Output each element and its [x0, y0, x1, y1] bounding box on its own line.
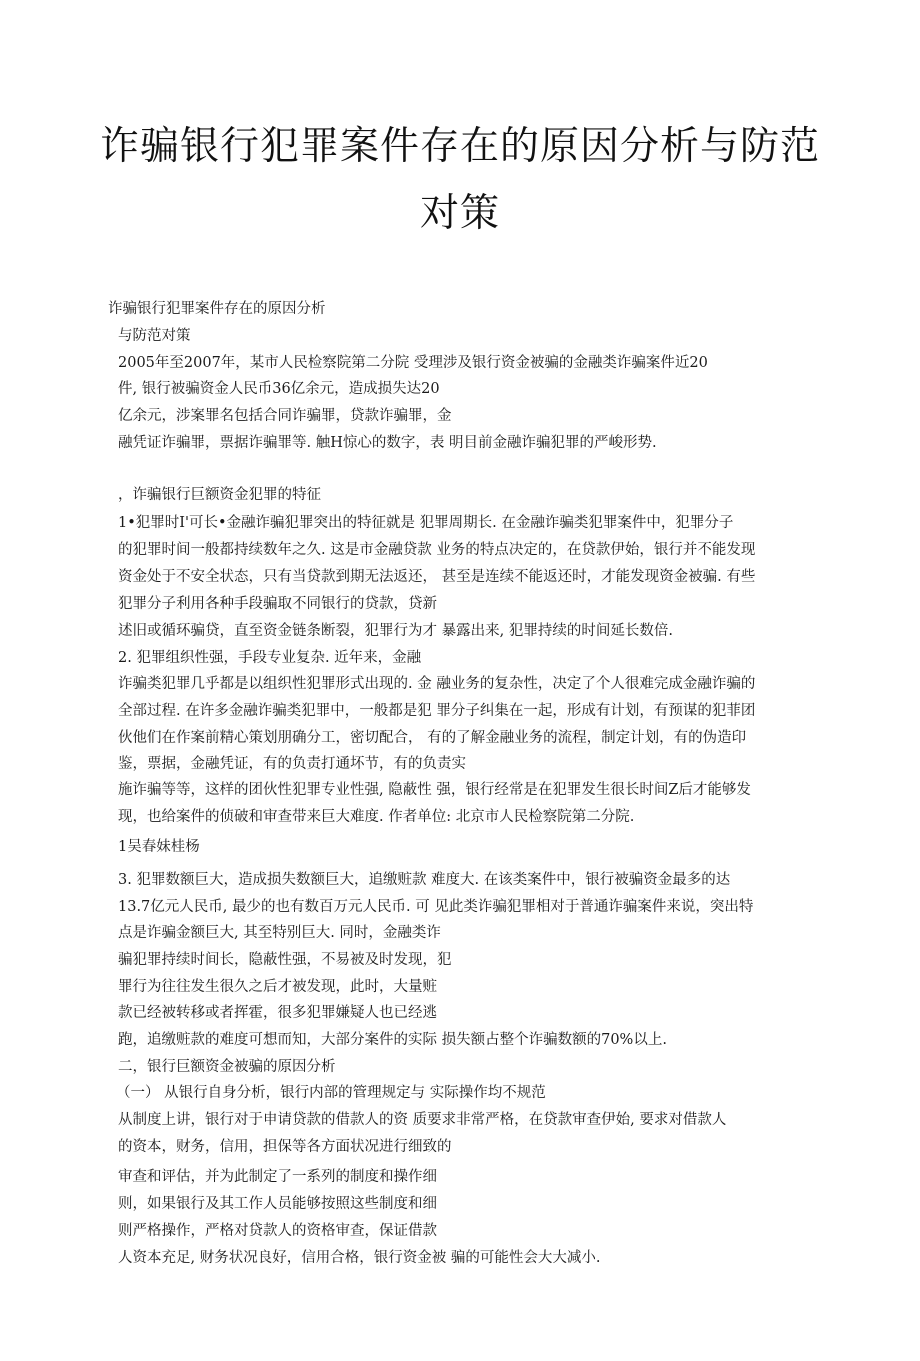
text-line: 述旧或循环骗贷，直至资金链条断裂，犯罪行为才 暴露出来, 犯罪持续的时间延长数倍. — [118, 623, 673, 639]
document-title-line-2: 对策 — [419, 191, 500, 236]
text-line: 1吴春妹桂杨 — [118, 839, 200, 855]
text-line: 现，也给案件的侦破和审查带来巨大难度. 作者单位: 北京市人民检察院第二分院. — [118, 809, 635, 825]
text-line: 的资本，财务，信用，担保等各方面状况进行细致的 — [118, 1139, 452, 1155]
text-line: 点是诈骗金额巨大, 其至特别巨大. 同时，金融类诈 — [118, 925, 441, 941]
text-line: 跑，追缴赃款的难度可想而知，大部分案件的实际 损失额占整个诈骗数额的70%以上. — [118, 1032, 667, 1048]
text-line: （一） 从银行自身分析，银行内部的管理规定与 实际操作均不规范 — [116, 1085, 546, 1101]
text-line: 人资本充足, 财务状况良好，信用合格，银行资金被 骗的可能性会大大减小. — [118, 1250, 601, 1266]
text-line: 的犯罪时间一般都持续数年之久. 这是市金融贷款 业务的特点决定的，在贷款伊始，银行并不能发现 — [118, 542, 756, 558]
text-line: 与防范对策 — [118, 328, 191, 344]
text-line: 罪行为往往发生很久之后才被发现，此时，大量赃 — [118, 979, 437, 995]
text-line: 融凭证诈骗罪，票据诈骗罪等. 触H惊心的数字，表 明目前金融诈骗犯罪的严峻形势. — [118, 435, 657, 451]
text-line: 审查和评估，并为此制定了一系列的制度和操作细 — [118, 1169, 437, 1185]
text-line: 犯罪分子利用各种手段骗取不同银行的贷款，贷新 — [118, 596, 437, 612]
text-line: 件, 银行被骗资金人民币36亿余元，造成损失达20 — [118, 381, 440, 397]
text-line: 则严格操作，严格对贷款人的资格审查，保证借款 — [118, 1223, 437, 1239]
text-line: 2005年至2007年，某市人民检察院第二分院 受理涉及银行资金被骗的金融类诈骗案件近20 — [118, 355, 708, 371]
text-line: 资金处于不安全状态，只有当贷款到期无法返还， 甚至是连续不能返还时，才能发现资金被骗. 有些 — [118, 569, 756, 585]
text-line: 1•犯罪时I'可长•金融诈骗犯罪突出的特征就是 犯罪周期长. 在金融诈骗类犯罪案件中，犯罪分子 — [118, 515, 734, 531]
text-line: 骗犯罪持续时间长，隐蔽性强，不易被及时发现，犯 — [118, 952, 452, 968]
text-line: 诈骗类犯罪几乎都是以组织性犯罪形式出现的. 金 融业务的复杂性，决定了个人很难完成金融诈骗的 — [118, 676, 756, 692]
text-line: 伙他们在作案前精心策划朋确分工，密切配合， 有的了解金融业务的流程，制定计划，有的伪造印 — [118, 730, 747, 746]
document-title-line-1: 诈骗银行犯罪案件存在的原因分析与防范 — [99, 124, 820, 169]
text-line: 2. 犯罪组织性强，手段专业复杂. 近年来，金融 — [118, 650, 422, 666]
text-line: 二，银行巨额资金被骗的原因分析 — [118, 1059, 336, 1075]
text-line: ，诈骗银行巨额资金犯罪的特征 — [118, 487, 321, 503]
text-line: 款已经被转移或者挥霍，很多犯罪嫌疑人也已经逃 — [118, 1005, 437, 1021]
text-line: 则，如果银行及其工作人员能够按照这些制度和细 — [118, 1196, 437, 1212]
text-line: 13.7亿元人民币, 最少的也有数百万元人民币. 可 见此类诈骗犯罪相对于普通诈骗案件来说，突出特 — [118, 899, 754, 915]
text-line: 鉴，票据，金融凭证，有的负责打通坏节，有的负责实 — [118, 756, 466, 772]
text-line: 从制度上讲，银行对于申请贷款的借款人的资 质要求非常严格，在贷款审查伊始, 要求对借款人 — [118, 1112, 727, 1128]
text-line: 亿余元，涉案罪名包括合同诈骗罪，贷款诈骗罪，金 — [118, 408, 452, 424]
text-line: 全部过程. 在许多金融诈骗类犯罪中，一般都是犯 罪分子纠集在一起，形成有计划，有预谋的犯菲团 — [118, 703, 756, 719]
text-line: 诈骗银行犯罪案件存在的原因分析 — [108, 301, 326, 317]
text-line: 3. 犯罪数额巨大，造成损失数额巨大，追缴赃款 难度大. 在该类案件中，银行被骗资金最多的达 — [118, 872, 731, 888]
text-line: 施诈骗等等，这样的团伙性犯罪专业性强, 隐蔽性 强，银行经常是在犯罪发生很长时间Z后才能够发 — [118, 782, 751, 798]
